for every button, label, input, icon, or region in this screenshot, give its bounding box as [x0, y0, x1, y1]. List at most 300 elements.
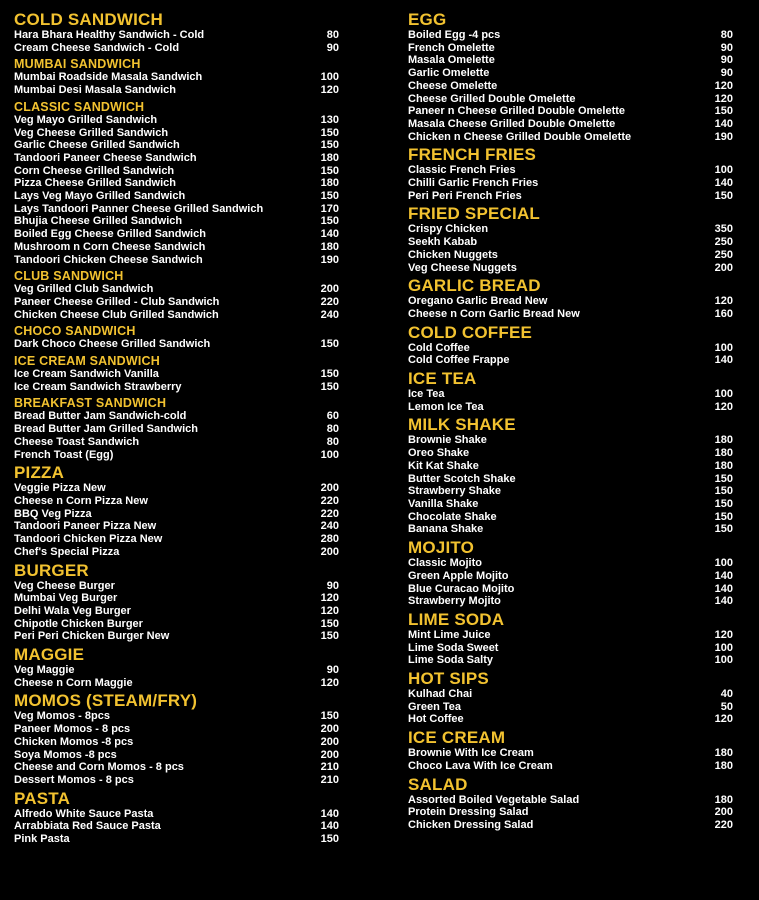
menu-item-price: 150 — [320, 338, 339, 351]
menu-item-price: 200 — [320, 735, 339, 748]
menu-item-price: 250 — [714, 236, 733, 249]
menu-item-name: Lays Veg Mayo Grilled Sandwich — [14, 190, 186, 203]
menu-item-price: 150 — [320, 368, 339, 381]
menu-section-ice-cream — [408, 728, 733, 772]
menu-item-name: Veg Cheese Nuggets — [408, 261, 517, 274]
menu-item-price: 140 — [714, 582, 733, 595]
menu-item — [14, 203, 339, 216]
menu-section-burger — [14, 561, 339, 644]
section-heading: CLASSIC SANDWICH — [14, 99, 145, 114]
section-heading: ICE CREAM SANDWICH — [14, 354, 160, 369]
menu-item-name: Cheese n Corn Pizza New — [14, 494, 148, 507]
menu-item — [408, 105, 733, 118]
menu-item-price: 80 — [326, 435, 339, 448]
menu-item — [408, 388, 733, 401]
section-heading: BREAKFAST SANDWICH — [14, 396, 167, 411]
menu-item — [14, 495, 339, 508]
menu-item-name: Ice Tea — [408, 388, 445, 401]
menu-item-price: 280 — [320, 533, 339, 546]
menu-item — [14, 368, 339, 381]
menu-item — [14, 546, 339, 559]
menu-item-name: Classic Mojito — [408, 557, 482, 570]
menu-item-name: Choco Lava With Ice Cream — [408, 759, 553, 772]
menu-item-price: 90 — [326, 579, 339, 592]
menu-item — [14, 165, 339, 178]
menu-item-price: 200 — [320, 283, 339, 296]
menu-item-price: 120 — [714, 400, 733, 413]
menu-item-name: Hot Coffee — [408, 713, 464, 726]
menu-section-cold-sandwich — [14, 10, 339, 54]
menu-item-price: 140 — [714, 177, 733, 190]
menu-item — [408, 118, 733, 131]
menu-item-price: 120 — [320, 604, 339, 617]
menu-item-price: 180 — [714, 434, 733, 447]
menu-item-price: 40 — [720, 688, 733, 701]
menu-item — [408, 164, 733, 177]
menu-item-price: 120 — [714, 79, 733, 92]
menu-item — [14, 152, 339, 165]
menu-item-price: 120 — [714, 295, 733, 308]
menu-item — [408, 511, 733, 524]
menu-item-price: 150 — [714, 523, 733, 536]
menu-item — [14, 774, 339, 787]
menu-item — [408, 236, 733, 249]
menu-item-price: 150 — [320, 380, 339, 393]
menu-item-price: 90 — [326, 41, 339, 54]
menu-item — [408, 249, 733, 262]
menu-item — [408, 54, 733, 67]
section-heading: PASTA — [14, 788, 71, 808]
menu-item-price: 120 — [320, 84, 339, 97]
menu-item — [408, 434, 733, 447]
menu-item-price: 150 — [320, 164, 339, 177]
menu-item — [408, 806, 733, 819]
menu-section-french-fries — [408, 145, 733, 202]
menu-item-name: Chicken Cheese Club Grilled Sandwich — [14, 308, 219, 321]
menu-item-name: Pink Pasta — [14, 833, 70, 846]
menu-item-price: 200 — [320, 723, 339, 736]
menu-item-name: Lemon Ice Tea — [408, 400, 484, 413]
menu-item — [14, 84, 339, 97]
menu-section-ice-tea — [408, 369, 733, 413]
section-heading: SALAD — [408, 774, 468, 794]
menu-item-price: 200 — [320, 545, 339, 558]
menu-item — [408, 223, 733, 236]
menu-item — [408, 713, 733, 726]
menu-item — [14, 736, 339, 749]
menu-item — [14, 605, 339, 618]
menu-item-name: Corn Cheese Grilled Sandwich — [14, 164, 175, 177]
menu-item-price: 180 — [320, 177, 339, 190]
menu-item — [14, 139, 339, 152]
menu-item-price: 200 — [320, 748, 339, 761]
section-heading: BURGER — [14, 560, 89, 580]
menu-item — [408, 794, 733, 807]
menu-item-name: Green Apple Mojito — [408, 569, 509, 582]
menu-item-name: Cheese Omelette — [408, 79, 498, 92]
menu-item-name: Tandoori Chicken Cheese Sandwich — [14, 253, 203, 266]
menu-item-name: Veg Mayo Grilled Sandwich — [14, 113, 158, 126]
menu-item — [408, 29, 733, 42]
menu-item-price: 200 — [714, 806, 733, 819]
menu-item — [408, 654, 733, 667]
menu-item — [14, 592, 339, 605]
section-heading: EGG — [408, 10, 447, 29]
menu-item — [408, 819, 733, 832]
menu-item — [14, 190, 339, 203]
menu-item — [408, 354, 733, 367]
section-heading: FRENCH FRIES — [408, 145, 537, 165]
section-heading: MOJITO — [408, 538, 475, 558]
menu-item-name: Bread Butter Jam Grilled Sandwich — [14, 423, 198, 436]
menu-item — [14, 436, 339, 449]
menu-item-name: Masala Omelette — [408, 54, 495, 67]
menu-item-price: 100 — [714, 641, 733, 654]
menu-item — [408, 42, 733, 55]
menu-item-price: 100 — [714, 557, 733, 570]
menu-section-egg — [408, 10, 733, 143]
menu-item-name: Lime Soda Sweet — [408, 641, 499, 654]
menu-item-name: Veg Grilled Club Sandwich — [14, 283, 154, 296]
menu-item-price: 100 — [320, 448, 339, 461]
menu-item-name: Chef's Special Pizza — [14, 545, 120, 558]
menu-item-price: 60 — [326, 410, 339, 423]
menu-item — [408, 473, 733, 486]
menu-item-name: Arrabbiata Red Sauce Pasta — [14, 820, 161, 833]
menu-item-name: Oreo Shake — [408, 447, 470, 460]
menu-item-name: Veg Cheese Grilled Sandwich — [14, 126, 169, 139]
menu-item-name: Ice Cream Sandwich Strawberry — [14, 380, 182, 393]
menu-item-price: 90 — [326, 664, 339, 677]
menu-item-name: Cream Cheese Sandwich - Cold — [14, 41, 180, 54]
menu-item-name: Tandoori Paneer Cheese Sandwich — [14, 151, 197, 164]
menu-item-price: 80 — [326, 29, 339, 41]
menu-section-classic-sandwich — [14, 100, 339, 266]
menu-item — [14, 381, 339, 394]
menu-item-name: Paneer Cheese Grilled - Club Sandwich — [14, 295, 220, 308]
menu-item-price: 140 — [714, 354, 733, 367]
menu-item — [14, 42, 339, 55]
section-heading: MUMBAI SANDWICH — [14, 57, 141, 72]
menu-section-fried-special — [408, 204, 733, 274]
menu-item-price: 200 — [320, 482, 339, 495]
menu-item-name: Kulhad Chai — [408, 688, 473, 701]
menu-item — [408, 401, 733, 414]
menu-item-name: Veg Cheese Burger — [14, 579, 115, 592]
menu-item — [14, 114, 339, 127]
menu-item-name: Mushroom n Corn Cheese Sandwich — [14, 240, 206, 253]
menu-item-price: 150 — [320, 139, 339, 152]
menu-item — [408, 67, 733, 80]
menu-item — [14, 241, 339, 254]
menu-item-name: Boiled Egg Cheese Grilled Sandwich — [14, 228, 206, 241]
menu-item — [408, 760, 733, 773]
menu-item-price: 150 — [714, 485, 733, 498]
menu-item — [408, 93, 733, 106]
menu-item-price: 200 — [714, 261, 733, 274]
menu-item — [408, 80, 733, 93]
menu-item-name: Protein Dressing Salad — [408, 806, 529, 819]
menu-item-price: 80 — [326, 423, 339, 436]
menu-item-price: 150 — [320, 710, 339, 723]
menu-item — [14, 215, 339, 228]
menu-item-name: Cold Coffee — [408, 341, 470, 354]
menu-item-price: 210 — [320, 761, 339, 774]
menu-item — [14, 177, 339, 190]
menu-item-price: 250 — [714, 248, 733, 261]
menu-item-name: Peri Peri French Fries — [408, 189, 522, 202]
menu-item-price: 150 — [320, 833, 339, 846]
menu-item — [408, 583, 733, 596]
menu-item — [408, 629, 733, 642]
menu-item — [408, 308, 733, 321]
menu-item-price: 220 — [320, 494, 339, 507]
menu-item — [14, 710, 339, 723]
menu-item — [408, 295, 733, 308]
section-heading: LIME SODA — [408, 609, 505, 629]
menu-item-name: Brownie Shake — [408, 434, 487, 447]
menu-item-name: Delhi Wala Veg Burger — [14, 604, 131, 617]
menu-item — [408, 342, 733, 355]
menu-item-name: Veggie Pizza New — [14, 482, 106, 495]
menu-item — [408, 688, 733, 701]
menu-item — [14, 677, 339, 690]
menu-item-name: Lays Tandoori Panner Cheese Grilled Sandwich — [14, 202, 264, 215]
menu-item-price: 100 — [714, 654, 733, 667]
menu-item-name: Assorted Boiled Vegetable Salad — [408, 793, 580, 806]
menu-item-name: Banana Shake — [408, 523, 484, 536]
menu-item-name: Cold Coffee Frappe — [408, 354, 510, 367]
section-heading: FRIED SPECIAL — [408, 204, 541, 224]
menu-item — [14, 449, 339, 462]
menu-column-left — [14, 8, 339, 846]
menu-item-price: 150 — [714, 189, 733, 202]
menu-item-price: 240 — [320, 520, 339, 533]
menu-section-lime-soda — [408, 610, 733, 667]
menu-item-name: Kit Kat Shake — [408, 459, 479, 472]
menu-section-mumbai-sandwich — [14, 57, 339, 96]
menu-item-name: French Toast (Egg) — [14, 448, 114, 461]
section-heading: MOMOS (STEAM/FRY) — [14, 691, 198, 711]
menu-item-name: Chilli Garlic French Fries — [408, 177, 539, 190]
menu-item-name: Mumbai Desi Masala Sandwich — [14, 84, 176, 97]
menu-item-price: 130 — [320, 113, 339, 126]
menu-item-price: 220 — [320, 507, 339, 520]
section-heading: GARLIC BREAD — [408, 276, 541, 296]
menu-item-name: Chicken n Cheese Grilled Double Omelette — [408, 130, 632, 143]
menu-item-price: 150 — [714, 472, 733, 485]
menu-item-name: Chicken Momos -8 pcs — [14, 735, 134, 748]
menu-item-name: Soya Momos -8 pcs — [14, 748, 117, 761]
menu-item-price: 140 — [714, 569, 733, 582]
menu-item-price: 150 — [320, 190, 339, 203]
menu-item-price: 160 — [714, 307, 733, 320]
menu-item-price: 150 — [320, 126, 339, 139]
menu-item-name: Veg Momos - 8pcs — [14, 710, 110, 723]
menu-item — [14, 618, 339, 631]
menu-item-price: 50 — [720, 700, 733, 713]
menu-item-name: Bhujia Cheese Grilled Sandwich — [14, 215, 183, 228]
menu-item-name: Mumbai Veg Burger — [14, 592, 118, 605]
menu-item-name: Mint Lime Juice — [408, 628, 491, 641]
menu-item-price: 150 — [320, 617, 339, 630]
menu-item-price: 180 — [714, 759, 733, 772]
menu-item-name: Masala Cheese Grilled Double Omelette — [408, 117, 616, 130]
menu-item-price: 350 — [714, 223, 733, 236]
menu-item-price: 100 — [714, 341, 733, 354]
menu-section-milk-shake — [408, 415, 733, 536]
menu-item-name: Tandoori Chicken Pizza New — [14, 533, 163, 546]
menu-item — [408, 460, 733, 473]
menu-item-price: 120 — [714, 628, 733, 641]
menu-item-name: Dessert Momos - 8 pcs — [14, 773, 134, 786]
menu-item-price: 140 — [714, 595, 733, 608]
menu-item — [14, 533, 339, 546]
menu-item — [14, 410, 339, 423]
menu-item — [14, 228, 339, 241]
menu-item-price: 140 — [320, 228, 339, 241]
menu-item-price: 100 — [714, 388, 733, 401]
menu-item-price: 180 — [714, 793, 733, 806]
menu-section-cold-coffee — [408, 323, 733, 367]
menu-item-price: 100 — [320, 71, 339, 84]
menu-section-maggie — [14, 645, 339, 689]
menu-item — [408, 642, 733, 655]
menu-item — [14, 833, 339, 846]
menu-item-price: 190 — [320, 253, 339, 266]
section-heading: ICE CREAM — [408, 728, 506, 748]
menu-item-price: 150 — [714, 510, 733, 523]
menu-item-name: Dark Choco Cheese Grilled Sandwich — [14, 338, 211, 351]
menu-item-name: Paneer n Cheese Grilled Double Omelette — [408, 105, 626, 118]
menu-item-price: 220 — [320, 295, 339, 308]
menu-item — [408, 701, 733, 714]
menu-item-price: 150 — [320, 630, 339, 643]
menu-section-salad — [408, 775, 733, 832]
menu-item-name: Seekh Kabab — [408, 236, 478, 249]
menu-item-name: Mumbai Roadside Masala Sandwich — [14, 71, 203, 84]
menu-item-price: 140 — [320, 807, 339, 820]
menu-item — [408, 262, 733, 275]
menu-item-price: 180 — [320, 151, 339, 164]
menu-item-price: 80 — [720, 29, 733, 41]
menu-item — [408, 557, 733, 570]
menu-section-breakfast-sandwich — [14, 396, 339, 461]
menu-item-price: 240 — [320, 308, 339, 321]
menu-item — [408, 177, 733, 190]
menu-column-right — [408, 8, 733, 832]
menu-section-garlic-bread — [408, 276, 733, 320]
menu-item-price: 180 — [714, 747, 733, 760]
menu-item-price: 190 — [714, 130, 733, 143]
menu-item-name: Boiled Egg -4 pcs — [408, 29, 501, 41]
menu-section-ice-cream-sandwich — [14, 354, 339, 393]
menu-item — [408, 447, 733, 460]
menu-item-name: Paneer Momos - 8 pcs — [14, 723, 131, 736]
menu-item-name: Tandoori Paneer Pizza New — [14, 520, 157, 533]
menu-item — [408, 498, 733, 511]
menu-item — [408, 747, 733, 760]
menu-item-name: Cheese n Corn Garlic Bread New — [408, 307, 580, 320]
section-heading: ICE TEA — [408, 369, 477, 389]
menu-item-name: Cheese and Corn Momos - 8 pcs — [14, 761, 184, 774]
menu-item-name: Brownie With Ice Cream — [408, 747, 534, 760]
menu-item-name: Strawberry Shake — [408, 485, 501, 498]
menu-item-price: 150 — [714, 105, 733, 118]
menu-item-name: French Omelette — [408, 41, 495, 54]
section-heading: MILK SHAKE — [408, 415, 516, 435]
menu-item — [14, 338, 339, 351]
menu-item-price: 150 — [714, 497, 733, 510]
menu-item-price: 140 — [714, 117, 733, 130]
menu-item — [14, 254, 339, 267]
menu-item — [408, 485, 733, 498]
menu-item — [408, 595, 733, 608]
menu-item — [14, 29, 339, 42]
menu-item-price: 210 — [320, 773, 339, 786]
menu-item — [14, 630, 339, 643]
menu-item-name: Ice Cream Sandwich Vanilla — [14, 368, 159, 381]
section-heading: MAGGIE — [14, 645, 85, 665]
menu-item-price: 120 — [320, 676, 339, 689]
menu-item — [14, 508, 339, 521]
menu-item-name: BBQ Veg Pizza — [14, 507, 92, 520]
menu-item-price: 170 — [320, 202, 339, 215]
menu-item-price: 120 — [714, 713, 733, 726]
menu-item — [14, 808, 339, 821]
menu-item-name: Chicken Dressing Salad — [408, 818, 534, 831]
menu-item-name: Crispy Chicken — [408, 223, 489, 236]
menu-item — [14, 482, 339, 495]
menu-item-name: Hara Bhara Healthy Sandwich - Cold — [14, 29, 205, 41]
menu-item — [408, 523, 733, 536]
menu-item-name: Vanilla Shake — [408, 497, 479, 510]
menu-item-price: 180 — [714, 459, 733, 472]
menu-section-choco-sandwich — [14, 324, 339, 351]
menu-item-price: 100 — [714, 164, 733, 177]
menu-item-name: Cheese Grilled Double Omelette — [408, 92, 576, 105]
section-heading: CLUB SANDWICH — [14, 269, 124, 284]
menu-item — [14, 749, 339, 762]
menu-item-name: Classic French Fries — [408, 164, 516, 177]
menu-item-price: 220 — [714, 818, 733, 831]
menu-item — [14, 723, 339, 736]
menu-item-price: 120 — [714, 92, 733, 105]
menu-item-price: 150 — [320, 215, 339, 228]
section-heading: COLD SANDWICH — [14, 10, 163, 29]
menu-item-name: Alfredo White Sauce Pasta — [14, 807, 154, 820]
menu-item-name: Peri Peri Chicken Burger New — [14, 630, 170, 643]
menu-item-name: Cheese n Corn Maggie — [14, 676, 133, 689]
menu-item-price: 120 — [320, 592, 339, 605]
section-heading: HOT SIPS — [408, 669, 489, 689]
menu-item-price: 90 — [720, 41, 733, 54]
menu-item-price: 90 — [720, 54, 733, 67]
menu-item-name: Lime Soda Salty — [408, 654, 493, 667]
menu-item — [14, 520, 339, 533]
menu-item-name: Pizza Cheese Grilled Sandwich — [14, 177, 176, 190]
menu-item-price: 180 — [714, 447, 733, 460]
menu-item-name: Veg Maggie — [14, 664, 75, 677]
menu-item-price: 140 — [320, 820, 339, 833]
menu-item-name: Strawberry Mojito — [408, 595, 501, 608]
menu-item — [14, 309, 339, 322]
menu-item — [408, 190, 733, 203]
menu-item-name: Bread Butter Jam Sandwich-cold — [14, 410, 187, 423]
menu-item-name: Garlic Cheese Grilled Sandwich — [14, 139, 180, 152]
menu-item — [14, 296, 339, 309]
menu-item — [14, 283, 339, 296]
